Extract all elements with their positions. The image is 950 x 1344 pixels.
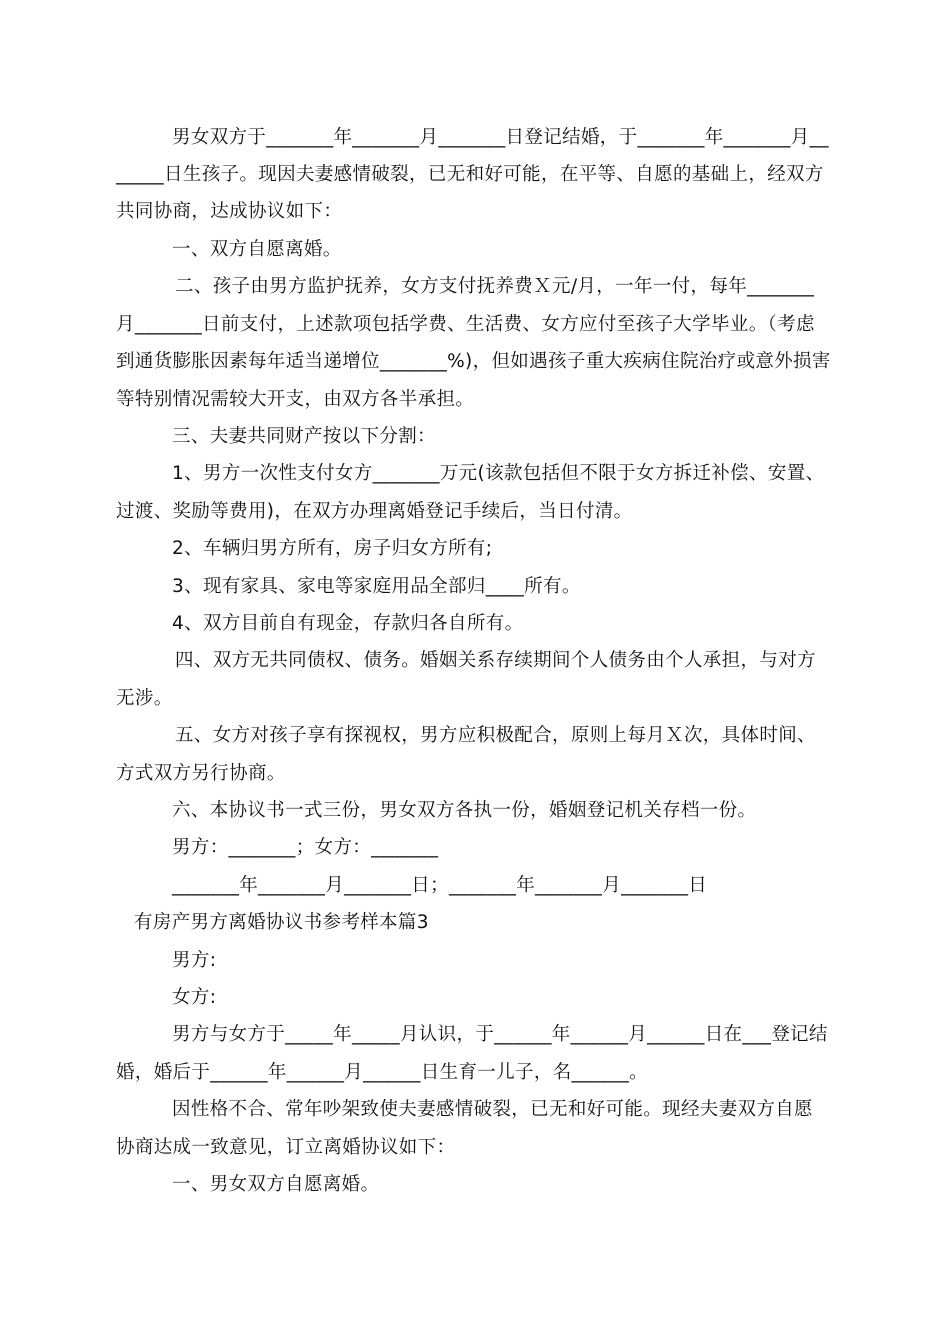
clause-heading: 三、夫妻共同财产按以下分割： <box>172 426 436 447</box>
paragraph-line: 3、现有家具、家电等家庭用品全部归____所有。 <box>172 576 581 597</box>
paragraph-line: 方式双方另行协商。 <box>116 763 286 784</box>
party-label: 男方: <box>172 950 217 971</box>
paragraph-line: 五、女方对孩子享有探视权，男方应积极配合，原则上每月Ｘ次，具体时间、 <box>175 725 816 746</box>
paragraph-line: 2、车辆归男方所有，房子归女方所有; <box>172 538 493 559</box>
paragraph-line: 婚，婚后于______年______月______日生育一儿子，名______。 <box>116 1062 649 1083</box>
paragraph-line: 月_______日前支付，上述款项包括学费、生活费、女方应付至孩子大学毕业。（考虑 <box>116 314 815 335</box>
paragraph-line: 男方与女方于_____年_____月认识，于______年______月______日在___登记结 <box>172 1024 828 1045</box>
clause-heading: 一、双方自愿离婚。 <box>172 239 342 260</box>
paragraph-line: 过渡、奖励等费用)，在双方办理离婚登记手续后，当日付清。 <box>116 501 633 522</box>
party-label: 女方: <box>172 987 217 1008</box>
paragraph-line: 1、男方一次性支付女方_______万元(该款包括但不限于女方拆迁补偿、安置、 <box>172 463 825 484</box>
paragraph-line: 因性格不合、常年吵架致使夫妻感情破裂，已无和好可能。现经夫妻双方自愿 <box>172 1099 813 1120</box>
paragraph-line: 六、本协议书一式三份，男女双方各执一份，婚姻登记机关存档一份。 <box>172 800 757 821</box>
paragraph-line: 二、孩子由男方监护抚养，女方支付抚养费Ｘ元/月，一年一付，每年_______ <box>175 276 815 297</box>
section-title: 有房产男方离婚协议书参考样本篇3 <box>134 912 429 933</box>
paragraph-line: 协商达成一致意见，订立离婚协议如下： <box>116 1137 456 1158</box>
paragraph-line: _____日生孩子。现因夫妻感情破裂，已无和好可能，在平等、自愿的基础上，经双方 <box>116 164 824 185</box>
paragraph-line: 男女双方于_______年_______月_______日登记结婚，于_______年_______月__ <box>172 127 829 148</box>
paragraph-line: 到通货膨胀因素每年适当递增位_______%)，但如遇孩子重大疾病住院治疗或意外损害 <box>116 351 831 372</box>
date-line: _______年_______月_______日；_______年_______月_______日 <box>172 875 708 896</box>
paragraph-line: 4、双方目前自有现金，存款归各自所有。 <box>172 613 524 634</box>
signature-line: 男方：_______；女方：_______ <box>172 837 439 858</box>
clause-heading: 一、男女双方自愿离婚。 <box>172 1174 380 1195</box>
paragraph-line: 无涉。 <box>116 688 173 709</box>
paragraph-line: 共同协商，达成协议如下： <box>116 201 343 222</box>
paragraph-line: 等特别情况需较大开支，由双方各半承担。 <box>116 389 475 410</box>
paragraph-line: 四、双方无共同债权、债务。婚姻关系存续期间个人债务由个人承担，与对方 <box>175 650 816 671</box>
